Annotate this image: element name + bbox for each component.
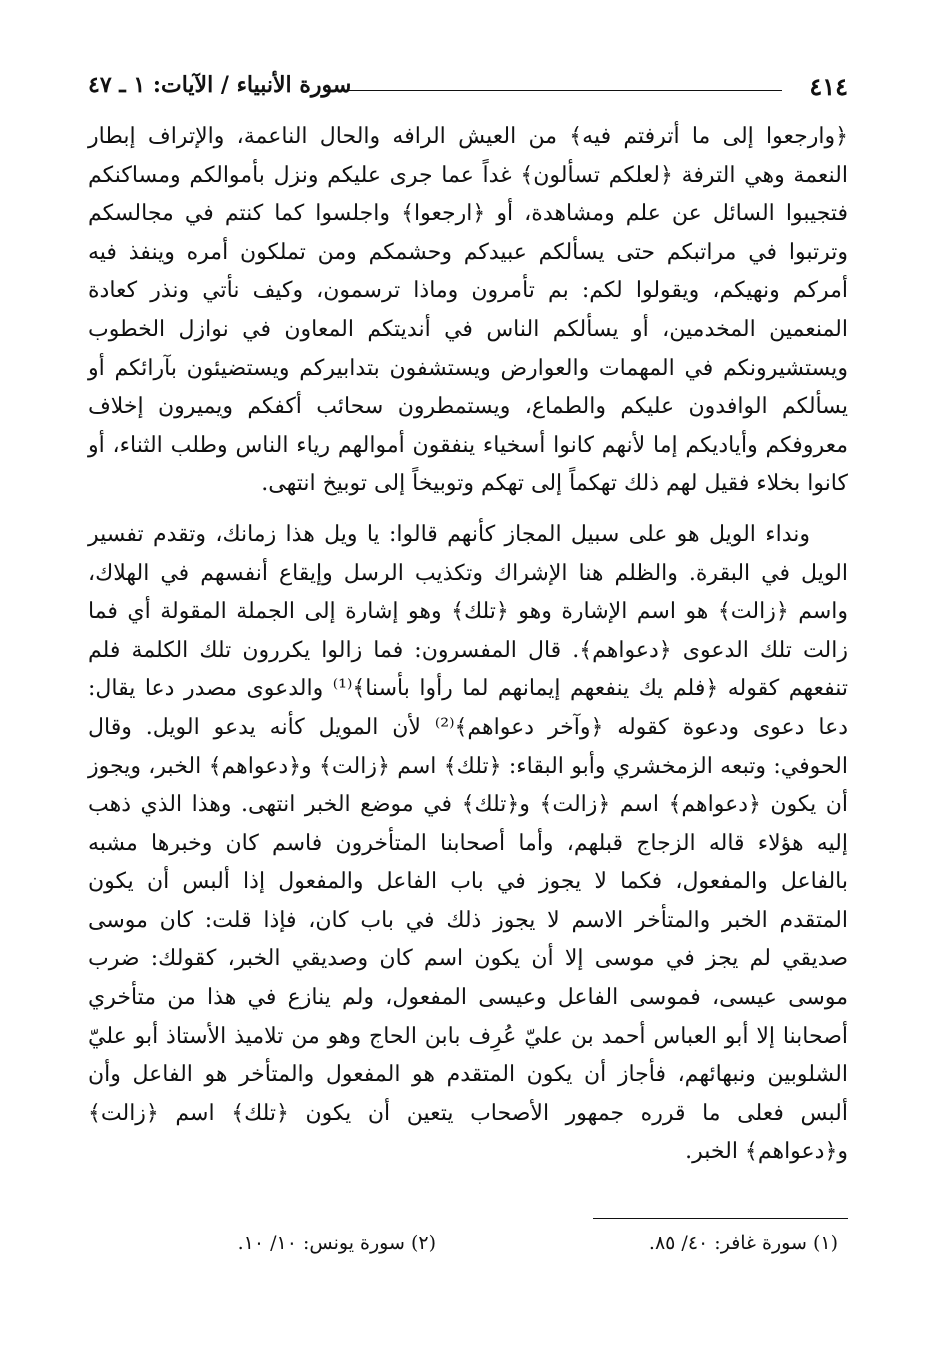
- header-rule: [340, 90, 782, 91]
- paragraph: ﴿وارجعوا إلى ما أترفتم فيه﴾ من العيش الرافه والحال الناعمة، والإتراف إبطار النعمة وهي الترفة ﴿لعلكم تسألون﴾ غداً عما جرى عليكم ونزل بأموالكم ومساكنكم فتجيبوا السائل عن علم ومشاهدة، أو ﴿ارجعوا﴾ واجلسوا كما كنتم في مجالسكم وترتبوا في مراتبكم حتى يسألكم عبيدكم وحشمكم ومن تملكون أمره وينفذ فيه أمركم ونهيكم، ويقولوا لكم: بم تأمرون وماذا ترسمون، وكيف نأتي ونذر كعادة المنعمين المخدمين، أو يسألكم الناس في أنديتكم المعاون في نوازل الخطوب ويستشيرونكم في المهمات والعوارض ويستشفون بتدابيركم ويستضيئون بآرائكم أو يسألكم الوافدون عليكم والطماع، ويستمطرون سحائب أكفكم ويميرون إخلاف معروفكم وأياديكم إما لأنهم كانوا أسخياء ينفقون أموالهم رياء الناس وطلب الثناء، أو كانوا بخلاء فقيل لهم ذلك تهكماً إلى تهكم وتوبيخاً إلى توبيخ انتهى.: [88, 124, 848, 497]
- paragraph: ونداء الويل هو على سبيل المجاز كأنهم قالوا: يا ويل هذا زمانك، وتقدم تفسير الويل في البقرة. والظلم هنا الإشراك وتكذيب الرسل وإيقاع أنفسهم في الهلاك، واسم ﴿زالت﴾ هو اسم الإشارة وهو ﴿تلك﴾ وهو إشارة إلى الجملة المقولة أي فما زالت تلك الدعوى ﴿دعواهم﴾. قال المفسرون: فما زالوا يكررون تلك الكلمة فلم تنفعهم كقوله ﴿فلم يك ينفعهم إيمانهم لما رأوا بأسنا﴾⁽¹⁾ والدعوى مصدر دعا يقال: دعا دعوى ودعوة كقوله ﴿وآخر دعواهم﴾⁽²⁾ لأن المويل كأنه يدعو الويل. وقال الحوفي: وتبعه الزمخشري وأبو البقاء: ﴿تلك﴾ اسم ﴿زالت﴾ و﴿دعواهم﴾ الخبر، ويجوز أن يكون ﴿دعواهم﴾ اسم ﴿زالت﴾ و﴿تلك﴾ في موضع الخبر انتهى. وهذا الذي ذهب إليه هؤلاء قاله الزجاج قبلهم، وأما أصحابنا المتأخرون فاسم كان وخبرها مشبه بالفاعل والمفعول، فكما لا يجوز في باب الفاعل والمفعول إذا ألبس أن يكون المتقدم الخبر والمتأخر الاسم لا يجوز ذلك في باب كان، فإذا قلت: كان موسى صديقي لم يجز في موسى إلا أن يكون اسم كان وصديقي الخبر، كقولك: ضرب موسى عيسى، فموسى الفاعل وعيسى المفعول، ولم ينازع في هذا من متأخري أصحابنا إلا أبو العباس أحمد بن عليّ عُرِف بابن الحاج وهو من تلاميذ الأستاذ أبو عليّ الشلوبين ونبهائهم، فأجاز أن يكون المتقدم هو المفعول والمتأخر هو الفاعل وأن ألبس فعلى ما قرره جمهور الأصحاب يتعين أن يكون ﴿تلك﴾ اسم ﴿زالت﴾ و﴿دعواهم﴾ الخبر.: [88, 521, 849, 1165]
- page-header: [88, 68, 848, 104]
- body-text: [88, 118, 848, 1172]
- page-number: ٤١٤: [809, 72, 848, 101]
- footnote-1: (١) سورة غافر: ٤٠/ ٨٥.: [648, 1232, 838, 1254]
- footnote-rule: [593, 1218, 848, 1219]
- surah-title: سورة الأنبياء / الآيات: ١ ـ ٤٧: [88, 72, 352, 98]
- footnote-2: (٢) سورة يونس: ١٠/ ١٠.: [237, 1232, 436, 1254]
